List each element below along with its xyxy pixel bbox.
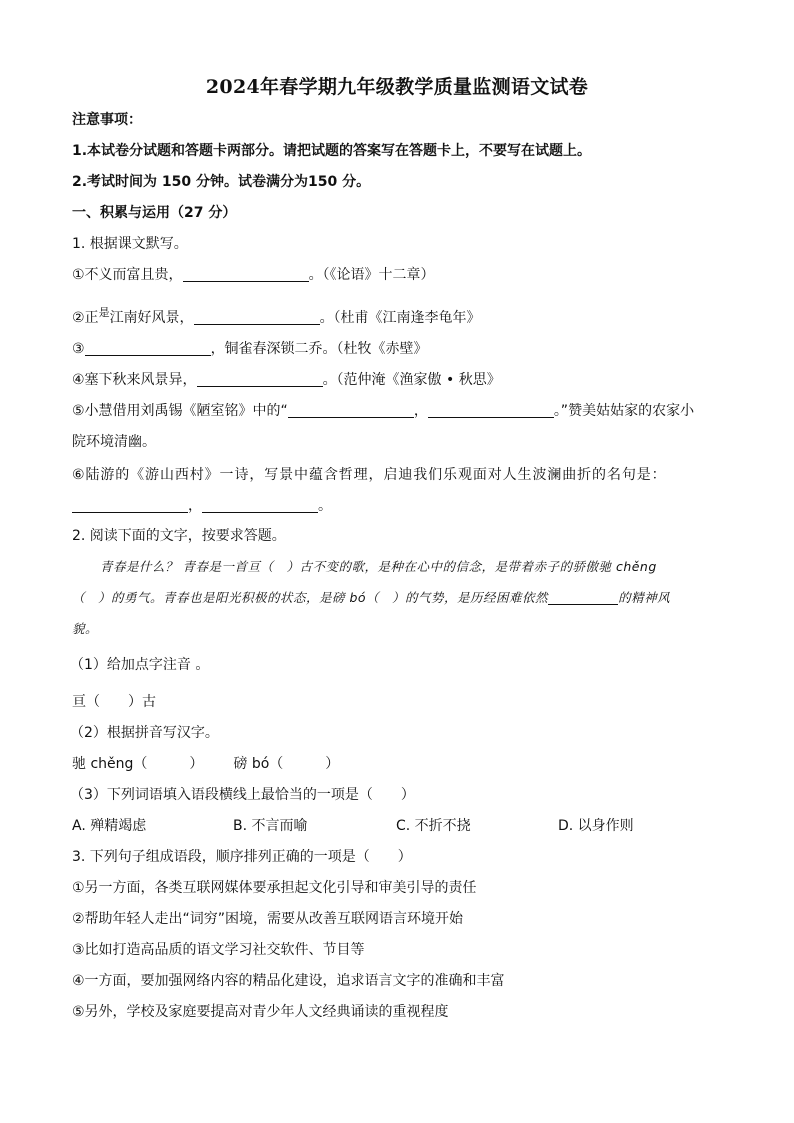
option-a[interactable]: A. 殚精竭虑	[72, 818, 147, 834]
item-a-prefix: ①不义而富且贵，	[72, 267, 183, 283]
section-heading-1: 一、积累与运用（27 分）	[72, 205, 237, 221]
answer-blank[interactable]	[202, 498, 318, 513]
passage-line-1	[72, 551, 722, 582]
question-1-item-e	[72, 401, 694, 421]
question-1-item-b	[72, 303, 481, 328]
answer-blank[interactable]	[183, 267, 309, 282]
answer-blank[interactable]	[72, 498, 188, 513]
answer-blank[interactable]	[288, 403, 414, 418]
answer-blank[interactable]	[197, 372, 323, 387]
question-2-sub-2: （2）根据拼音写汉字。	[70, 725, 219, 741]
answer-blank[interactable]	[85, 341, 211, 356]
item-e-separator: ，	[413, 403, 428, 419]
question-1-item-a	[72, 265, 435, 285]
question-1-item-c	[72, 339, 428, 359]
notice-item-2: 2.考试时间为 150 分钟。试卷满分为150 分。	[72, 174, 371, 190]
notice-item-1: 1.本试卷分试题和答题卡两部分。请把试题的答案写在答题卡上，不要写在试题上。	[72, 143, 592, 159]
passage-line-3	[72, 613, 722, 644]
sub-2-item-a: 驰 chěng（ ）	[72, 756, 204, 772]
answer-blank[interactable]	[194, 310, 320, 325]
item-f-separator: ，	[188, 498, 202, 514]
question-2-sub-3: （3）下列词语填入语段横线上最恰当的一项是（ ）	[70, 787, 415, 803]
sentence-1: ①另一方面，各类互联网媒体要承担起文化引导和审美引导的责任	[72, 880, 477, 896]
sentence-5: ⑤另外，学校及家庭要提高对青少年人文经典诵读的重视程度	[72, 1004, 449, 1020]
item-b-prefix-2: 江南好风景，	[109, 310, 194, 326]
question-1-item-f-blanks	[72, 496, 332, 516]
passage-line-3-text: 貌。	[72, 621, 99, 636]
passage-line-2-text: （ ）的勇气。青春也是阳光积极的状态，是磅 bó（ ）的气势，是历经困难依然	[72, 590, 549, 605]
item-b-prefix: ②正	[72, 310, 99, 326]
option-b[interactable]: B. 不言而喻	[233, 818, 308, 834]
item-b-superscript: 是	[98, 306, 110, 319]
question-1-stem: 1. 根据课文默写。	[72, 236, 188, 252]
item-e-suffix: 。”赞美姑姑家的农家小	[553, 403, 695, 419]
question-2-sub-1: （1）给加点字注音 。	[70, 657, 210, 673]
item-a-suffix: 。（《论语》十二章）	[308, 267, 435, 283]
question-2-stem: 2. 阅读下面的文字，按要求答题。	[72, 528, 286, 544]
option-d[interactable]: D. 以身作则	[558, 818, 634, 834]
notice-heading: 注意事项：	[72, 112, 142, 128]
answer-blank[interactable]	[428, 403, 554, 418]
item-b-suffix: 。（杜甫《江南逢李龟年》	[319, 310, 481, 326]
option-c[interactable]: C. 不折不挠	[396, 818, 471, 834]
question-1-item-d	[72, 370, 501, 390]
question-2-sub-2-answers	[72, 754, 339, 774]
sentence-4: ④一方面，要加强网络内容的精品化建设，追求语言文字的准确和丰富	[72, 973, 505, 989]
item-e-prefix: ⑤小慧借用刘禹锡《陋室铭》中的“	[72, 403, 288, 419]
sub-2-item-b: 磅 bó（ ）	[233, 756, 340, 772]
question-2-sub-1-answer: 亘（ ）古	[72, 694, 156, 710]
item-f-end: 。	[318, 498, 332, 514]
sentence-2: ②帮助年轻人走出“词穷”困境，需要从改善互联网语言环境开始	[72, 911, 464, 927]
item-c-prefix: ③	[72, 341, 85, 357]
item-c-suffix: ，铜雀春深锁二乔。（杜牧《赤壁》	[210, 341, 428, 357]
reading-passage	[72, 551, 722, 644]
passage-line-2	[72, 582, 722, 613]
passage-line-1-text: 青春是什么？ 青春是一首亘（ ）古不变的歌，是种在心中的信念，是带着赤子的骄傲驰 chěng	[100, 559, 657, 574]
question-3-stem: 3. 下列句子组成语段，顺序排列正确的一项是（ ）	[72, 849, 412, 865]
item-d-prefix: ④塞下秋来风景异，	[72, 372, 197, 388]
page-title: 2024年春学期九年级教学质量监测语文试卷	[205, 76, 589, 98]
sentence-3: ③比如打造高品质的语文学习社交软件、节目等	[72, 942, 365, 958]
question-1-item-f: ⑥陆游的《游山西村》一诗，写景中蕴含哲理，启迪我们乐观面对人生波澜曲折的名句是：	[72, 467, 667, 483]
passage-line-2-suffix: 的精神风	[618, 590, 671, 605]
item-d-suffix: 。（范仲淹《渔家傲 • 秋思》	[322, 372, 501, 388]
answer-blank[interactable]	[548, 590, 618, 605]
question-1-item-e-continued: 院环境清幽。	[72, 434, 156, 450]
